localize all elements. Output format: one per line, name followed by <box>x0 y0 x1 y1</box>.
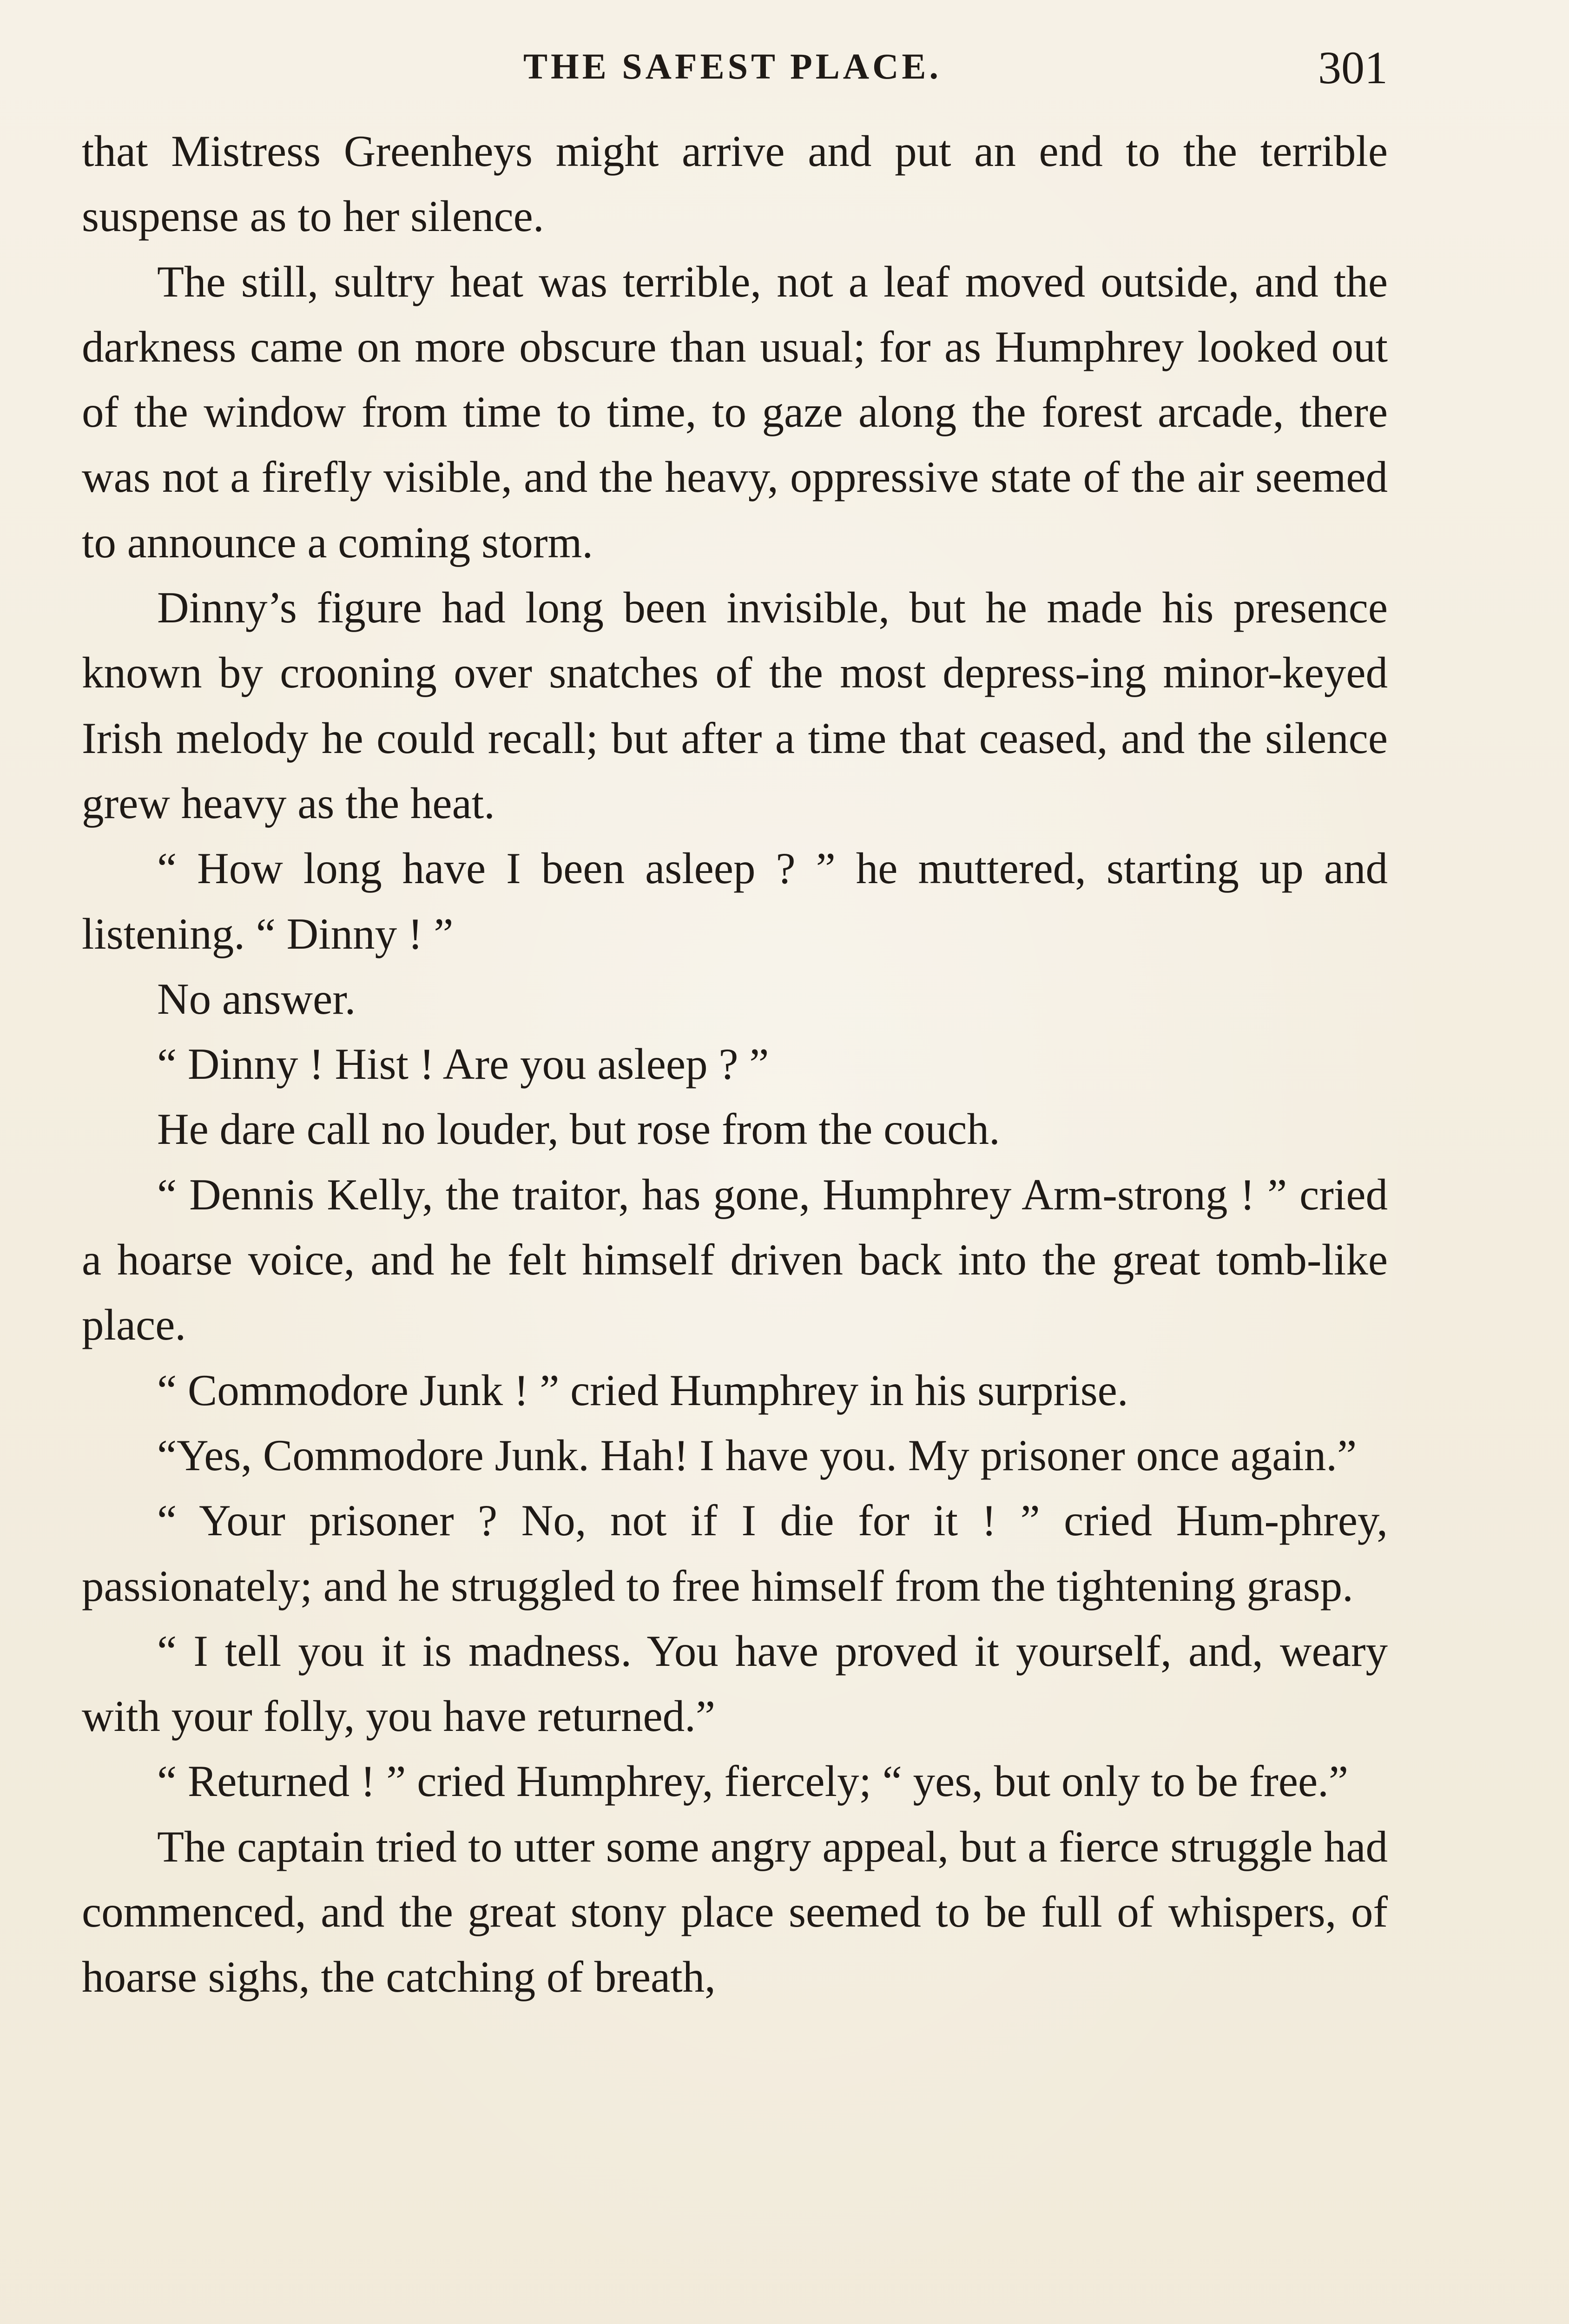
running-head: THE SAFEST PLACE. <box>523 46 942 86</box>
paragraph-13: “ Returned ! ” cried Humphrey, fiercely; “ yes, but only to be free.” <box>157 1756 1349 1806</box>
paragraph-8: “ Dennis Kelly, the traitor, has gone, Humphrey Arm-strong ! ” cried a hoarse voice, and he felt himself driven back into the great tomb-like place. <box>82 1169 1388 1350</box>
paragraph-9: “ Commodore Junk ! ” cried Humphrey in his surprise. <box>157 1365 1128 1415</box>
paragraph-11: “ Your prisoner ? No, not if I die for it ! ” cried Hum-phrey, passionately; and he struggled to free himself from the tightening grasp. <box>82 1496 1388 1611</box>
body-text <box>82 119 1388 2010</box>
paragraph-14: The captain tried to utter some angry appeal, but a fierce struggle had commenced, and the great stony place seemed to be full of whispers, of hoarse sighs, the catching of breath, <box>82 1822 1388 2002</box>
paragraph-2: The still, sultry heat was terrible, not a leaf moved outside, and the darkness came on more obscure than usual; for as Humphrey looked out of the window from time to time, to gaze along the forest arcade, there was not a firefly visible, and the heavy, oppressive state of the air seemed to announce a coming storm. <box>82 257 1388 567</box>
paragraph-6: “ Dinny ! Hist ! Are you asleep ? ” <box>157 1039 769 1089</box>
paragraph-10: “Yes, Commodore Junk. Hah! I have you. My prisoner once again.” <box>157 1430 1357 1480</box>
paragraph-7: He dare call no louder, but rose from the couch. <box>157 1104 1000 1154</box>
paragraph-12: “ I tell you it is madness. You have proved it yourself, and, weary with your folly, you have returned.” <box>82 1626 1388 1741</box>
paragraph-1: that Mistress Greenheys might arrive and put an end to the terrible suspense as to her silence. <box>82 126 1388 241</box>
page-header <box>82 41 1388 97</box>
paragraph-3: Dinny’s figure had long been invisible, but he made his presence known by crooning over snatches of the most depress-ing minor-keyed Irish melody he could recall; but after a time that ceased, and the silence grew heavy as the heat. <box>82 583 1388 828</box>
paragraph-5: No answer. <box>157 974 356 1023</box>
page-number: 301 <box>1318 42 1388 93</box>
paragraph-4: “ How long have I been asleep ? ” he muttered, starting up and listening. “ Dinny ! ” <box>82 844 1388 958</box>
